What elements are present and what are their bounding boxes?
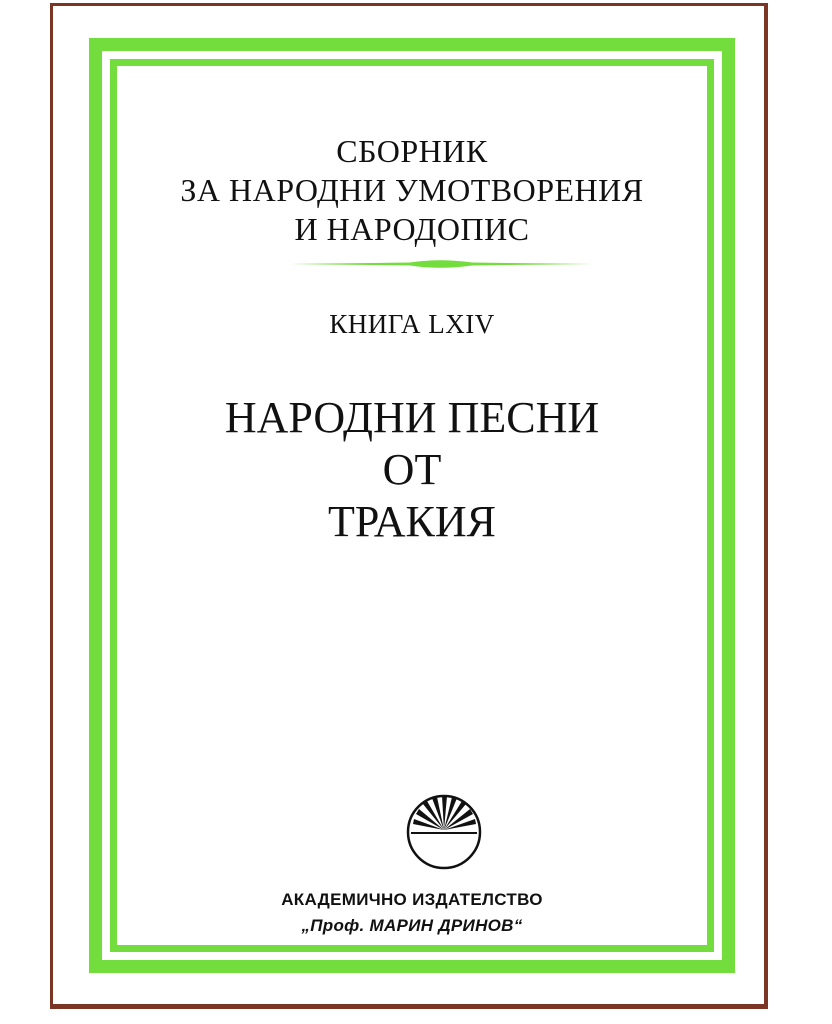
title-line-1: НАРОДНИ ПЕСНИ (224, 393, 600, 442)
green-frame-inner (110, 59, 714, 952)
publisher-line-2: „Проф. МАРИН ДРИНОВ“ (301, 916, 523, 935)
title-line-3: ТРАКИЯ (328, 497, 496, 546)
green-frame-outer (89, 38, 735, 973)
series-line-3: И НАРОДОПИС (294, 211, 530, 247)
series-line-1: СБОРНИК (336, 133, 488, 169)
book-cover (50, 3, 768, 1009)
publisher-line-1: АКАДЕМИЧНО ИЗДАТЕЛСТВО (281, 890, 543, 909)
divider-ornament-icon (290, 258, 593, 270)
book-title (117, 392, 707, 548)
publisher (117, 887, 707, 939)
publisher-logo-icon (406, 794, 482, 870)
book-number: КНИГА LXIV (329, 309, 495, 339)
title-line-2: ОТ (382, 445, 442, 494)
series-title (117, 132, 707, 249)
series-line-2: ЗА НАРОДНИ УМОТВОРЕНИЯ (180, 172, 644, 208)
